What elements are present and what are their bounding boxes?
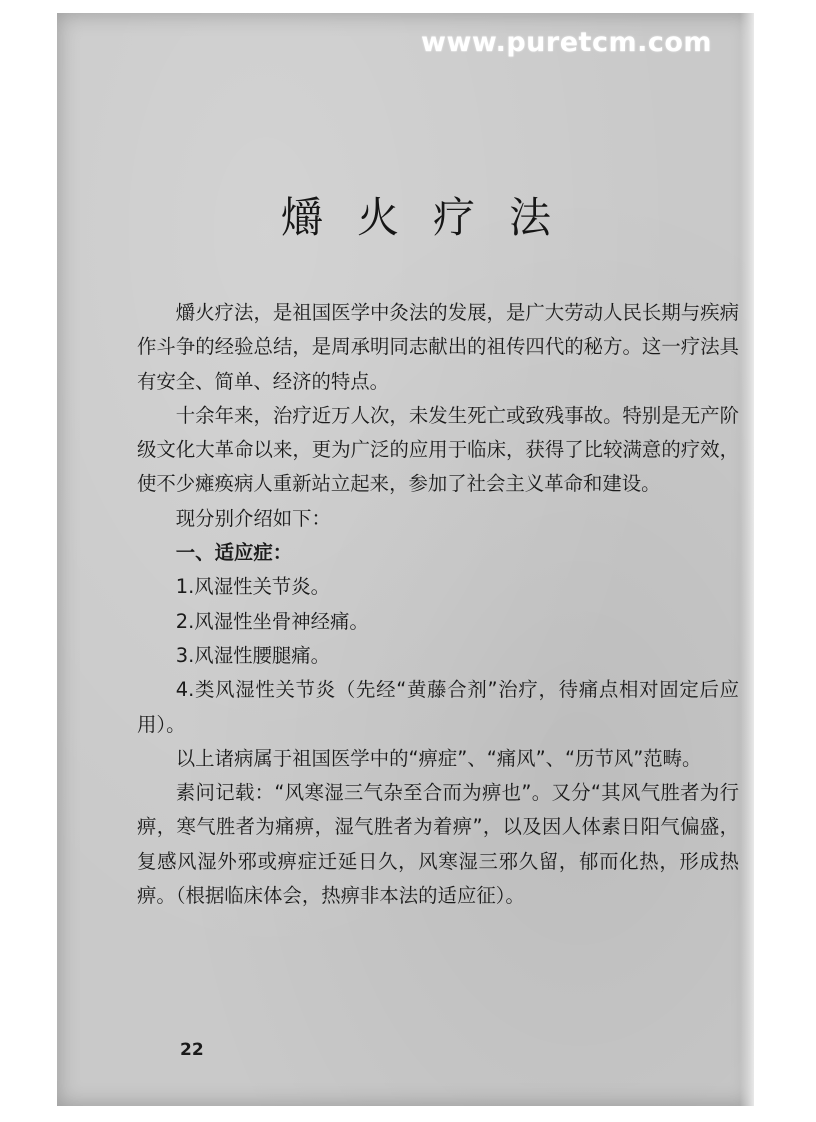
book-page	[57, 13, 754, 1106]
paragraph-intro: 爝火疗法，是祖国医学中灸法的发展，是广大劳动人民长期与疾病作斗争的经验总结，是周承明同志献出的祖传四代的秘方。这一疗法具有安全、简单、经济的特点。	[137, 301, 739, 393]
paragraph-history: 十余年来，治疗近万人次，未发生死亡或致残事故。特别是无产阶级文化大革命以来，更为广泛的应用于临床，获得了比较满意的疗效，使不少瘫痪病人重新站立起来，参加了社会主义革命和建设。	[137, 403, 739, 496]
list-item: 4.类风湿性关节炎（先经“黄藤合剂”治疗，待痛点相对固定后应用）。	[137, 678, 739, 736]
section-heading-indications: 一、适应症：	[175, 541, 293, 565]
paragraph-lead-in: 现分别介绍如下：	[175, 506, 331, 530]
list-item: 3.风湿性腰腿痛。	[175, 643, 331, 667]
page-number: 22	[180, 1040, 204, 1060]
list-item: 2.风湿性坐骨神经痛。	[175, 609, 369, 633]
paragraph-category: 以上诸病属于祖国医学中的“痹症”、“痛风”、“历节风”范畴。	[175, 746, 702, 770]
body-text	[137, 296, 739, 913]
list-item: 1.风湿性关节炎。	[175, 575, 331, 599]
watermark: www.puretcm.com	[421, 27, 713, 58]
page-title: 爝火疗法	[281, 193, 586, 242]
paragraph-suwen: 素问记载：“风寒湿三气杂至合而为痹也”。又分“其风气胜者为行痹，寒气胜者为痛痹，湿气胜者为着痹”，以及因人体素日阳气偏盛，复感风湿外邪或痹症迁延日久，风寒湿三邪久留，郁而化热，形成热痹。（根据临床体会，热痹非本法的适应征）。	[137, 781, 739, 908]
